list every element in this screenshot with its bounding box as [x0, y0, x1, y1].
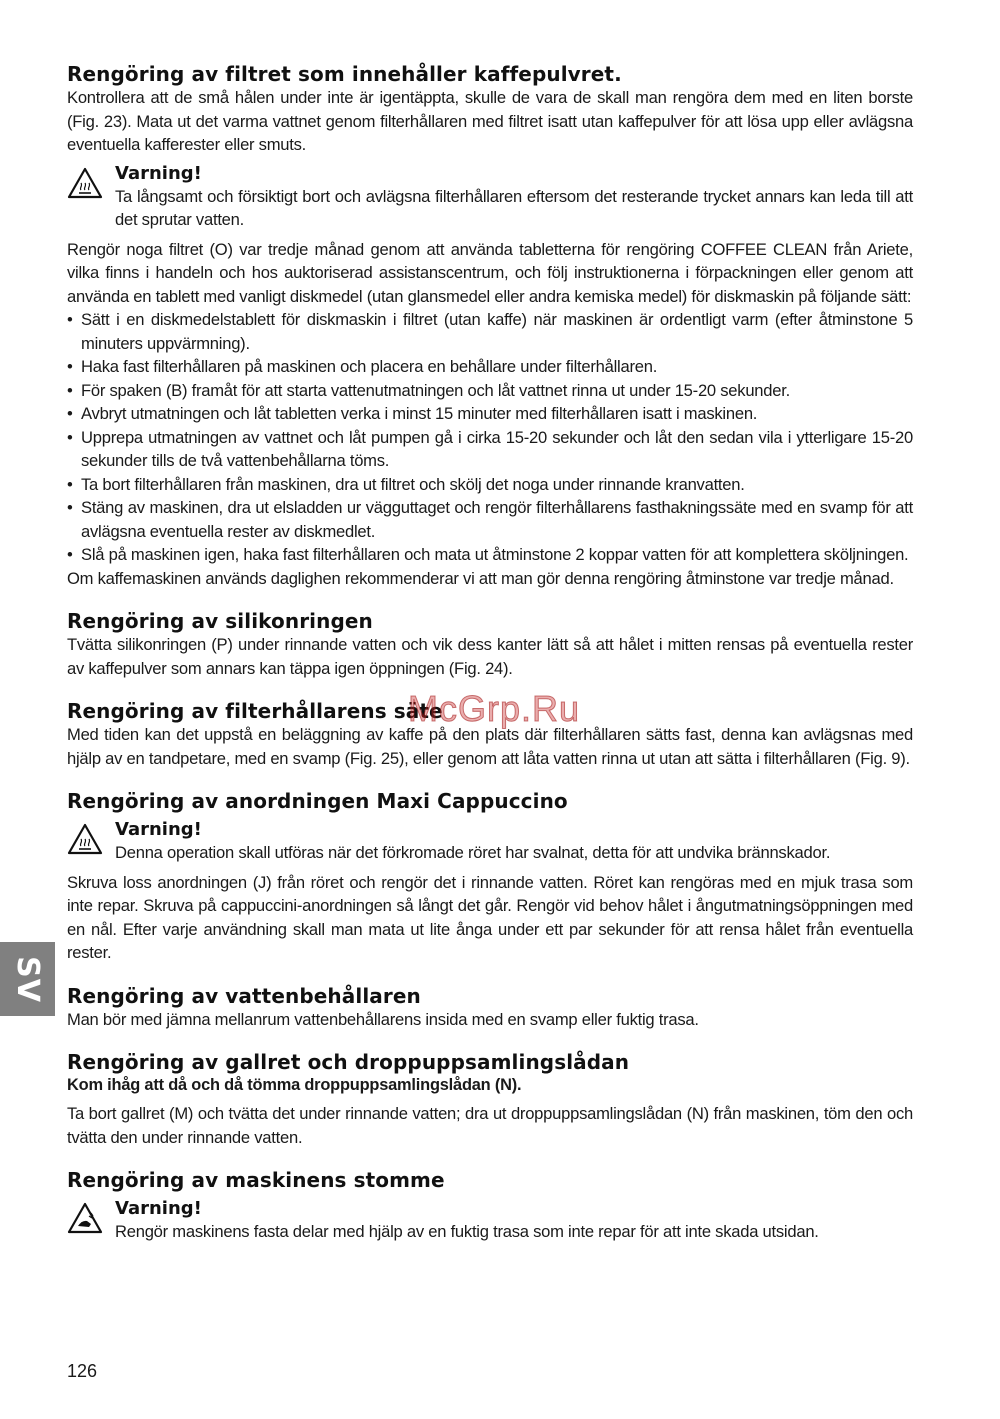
warning-title: Varning!: [115, 162, 202, 184]
cappuccino-text: Skruva loss anordningen (J) från röret och rengör det i rinnande vatten. Röret kan rengöras med en mjuk trasa som inte repar. Skruva på cappuccini-anordningen så långt det går. Rengör vid behov hålet i ångutmatningsöppningen med en nål. Efter varje användning skall man mata ut lite ånga under ett par sekunder för att rensa hålet från eventuella rester.: [67, 872, 913, 962]
filter-steps-list: [67, 308, 913, 567]
heading-tank: Rengöring av vattenbehållaren: [67, 983, 421, 1008]
page-number: 126: [67, 1361, 98, 1381]
watermark: McGrp.Ru: [408, 688, 581, 729]
list-item: • Sätt i en diskmedelstablett för diskmaskin i filtret (utan kaffe) när maskinen är ordentligt varm (efter åtminstone 5 minuters uppvärmning).: [67, 310, 913, 353]
language-tab: [0, 942, 55, 1016]
warning-title: Varning!: [115, 1198, 202, 1219]
warning-text: Rengör maskinens fasta delar med hjälp av en fuktig trasa som inte repar för att inte skada utsidan.: [115, 1222, 819, 1241]
list-item: • Ta bort filterhållaren från maskinen, dra ut filtret och skölj det noga under rinnande kranvatten.: [67, 474, 745, 494]
hot-surface-warning-icon: [67, 819, 115, 860]
warning-filter: [67, 163, 913, 232]
list-item: • Haka fast filterhållaren på maskinen och placera en behållare under filterhållaren.: [67, 357, 658, 376]
warning-cappuccino: [67, 819, 913, 865]
warning-title: Varning!: [115, 819, 202, 840]
warning-text: Denna operation skall utföras när det förkromade röret har svalnat, detta för att undvika brännskador.: [115, 843, 831, 862]
list-item: • Stäng av maskinen, dra ut elsladden ur vägguttaget och rengör filterhållarens fasthakningssäte med en svamp för att avlägsna eventuella rester av diskmedlet.: [67, 498, 913, 541]
heading-body: Rengöring av maskinens stomme: [67, 1168, 445, 1192]
heading-cappuccino: Rengöring av anordningen Maxi Cappuccino: [67, 789, 568, 813]
heading-seat: Rengöring av filterhållarens säte: [67, 699, 443, 723]
grid-text: Ta bort gallret (M) och tvätta det under rinnande vatten; dra ut droppuppsamlingslådan (N) från maskinen, töm den och tvätta den under rinnande vatten.: [67, 1104, 913, 1147]
heading-filter: Rengöring av filtret som innehåller kaffepulvret.: [67, 62, 622, 86]
heading-silicone: Rengöring av silikonringen: [67, 609, 373, 633]
heading-grid: Rengöring av gallret och droppuppsamlingslådan: [67, 1050, 630, 1074]
list-item: • Avbryt utmatningen och låt tabletten verka i minst 15 minuter med filterhållaren isatt i maskinen.: [67, 404, 758, 423]
silicone-text: Tvätta silikonringen (P) under rinnande vatten och vik dess kanter lätt så att hålet i mitten rensas på eventuella rester av kaffepulver som annars kan täppa igen öppningen (Fig. 24).: [67, 635, 913, 678]
tank-text: Man bör med jämna mellanrum vattenbehållarens insida med en svamp eller fuktig trasa.: [67, 1009, 699, 1029]
warning-body: [67, 1198, 913, 1244]
filter-body: Rengör noga filtret (O) var tredje månad genom att använda tabletterna för rengöring COFFEE CLEAN från Ariete, vilka finns i handeln och hos auktoriserad assistanscentrum, och följ instruktionerna i förpackningen eller genom att använda en tablett med vanligt diskmedel (utan glansmedel eller andra kemiska medel) för diskmaskin på följande sätt:: [67, 239, 913, 306]
warning-text: Ta långsamt och försiktigt bort och avlägsna filterhållaren eftersom det resterande trycket annars kan leda till att det sprutar vatten.: [115, 186, 913, 229]
hand-wipe-warning-icon: [67, 1198, 115, 1239]
grid-subheading: Kom ihåg att då och då tömma droppuppsamlingslådan (N).: [67, 1076, 522, 1094]
page-content: [67, 62, 913, 1244]
filter-intro: Kontrollera att de små hålen under inte är igentäppta, skulle de vara de skall man rengöra dem med en liten borste (Fig. 23). Mata ut det varma vattnet genom filterhållaren med filtret isatt utan kaffepulver för att lösa upp eller avlägsna eventuella kafferester eller smuts.: [67, 88, 913, 154]
list-item: • Slå på maskinen igen, haka fast filterhållaren och mata ut åtminstone 2 koppar vatten för att komplettera sköljningen.: [67, 545, 909, 564]
hot-surface-warning-icon: [67, 163, 115, 204]
list-item: • För spaken (B) framåt för att starta vattenutmatningen och låt vattnet rinna ut under 15-20 sekunder.: [67, 380, 790, 400]
filter-outro: Om kaffemaskinen används daglighen rekommenderar vi att man gör denna rengöring åtminstone var tredje månad.: [67, 568, 894, 588]
list-item: • Upprepa utmatningen av vattnet och låt pumpen gå i cirka 15-20 sekunder och låt den sedan vila i ytterligare 15-20 sekunder tills de två vattenbehållarna töms.: [67, 427, 913, 470]
seat-text: Med tiden kan det uppstå en beläggning av kaffe på den plats där filterhållaren sätts fast, denna kan avlägsnas med hjälp av en tandpetare, med en svamp (Fig. 25), eller genom att låta vatten rinna ut utan att sätta i filterhållaren (Fig. 9).: [67, 725, 913, 768]
language-label: SV: [9, 955, 45, 1003]
